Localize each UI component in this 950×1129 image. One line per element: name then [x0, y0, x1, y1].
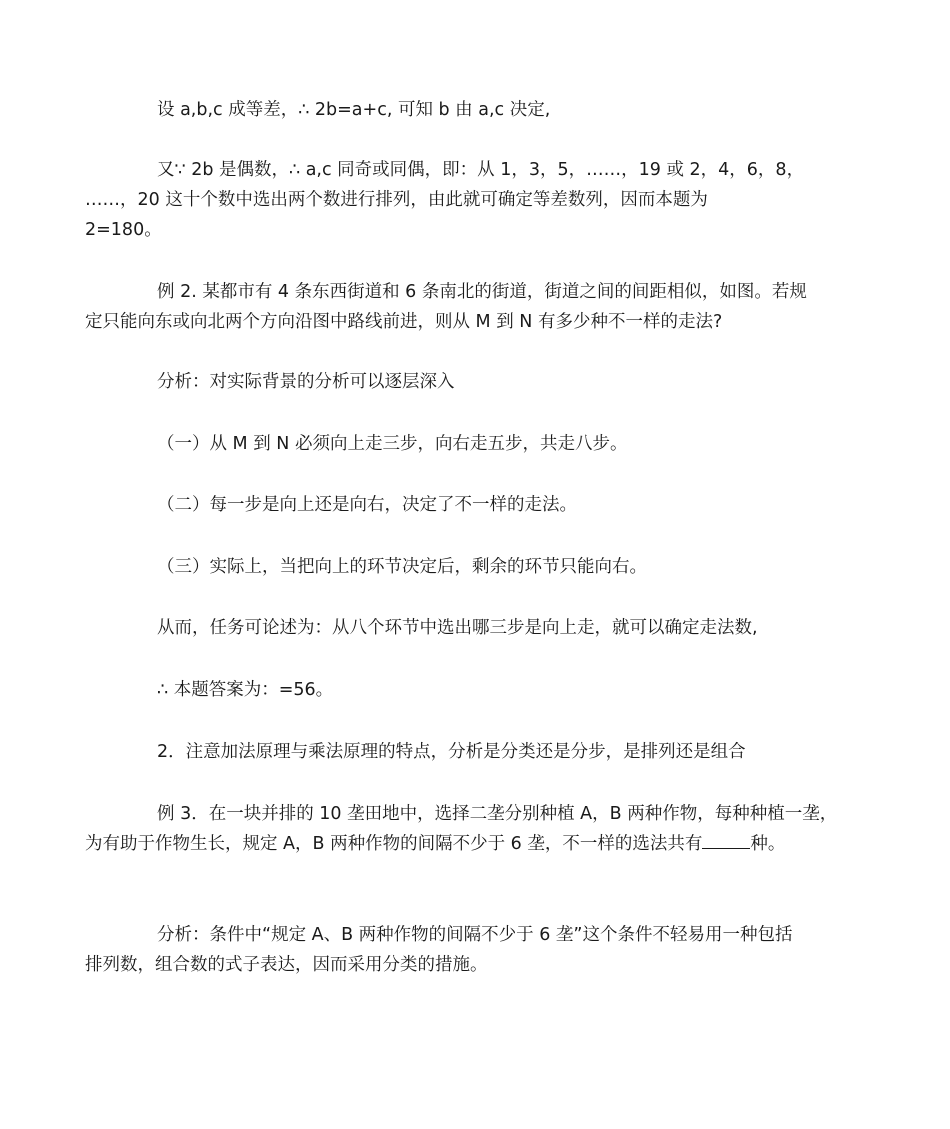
paragraph-line: （二）每一步是向上还是向右，决定了不一样的走法。: [157, 495, 577, 515]
paragraph-line: 定只能向东或向北两个方向沿图中路线前进，则从 M 到 N 有多少种不一样的走法?: [85, 312, 723, 332]
paragraph-line: 例 2. 某都市有 4 条东西街道和 6 条南北的街道，街道之间的间距相似，如图。若规: [157, 282, 807, 302]
analysis-step-3: [121, 552, 833, 582]
paragraph-line: 分析：对实际背景的分析可以逐层深入: [157, 372, 455, 392]
analysis-conclusion: [157, 613, 869, 643]
paragraph-line: [85, 829, 833, 859]
paragraph-line: 2．注意加法原理与乘法原理的特点，分析是分类还是分步，是排列还是组合: [157, 742, 746, 762]
answer-line: [121, 675, 833, 705]
example-3-analysis: [85, 920, 833, 980]
paragraph-line: 分析：条件中“规定 A、B 两种作物的间隔不少于 6 垄”这个条件不轻易用一种包括: [157, 925, 793, 945]
paragraph-line: 从而，任务可论述为：从八个环节中选出哪三步是向上走，就可以确定走法数,: [157, 618, 758, 638]
paragraph-line: 排列数，组合数的式子表达，因而采用分类的措施。: [85, 955, 488, 975]
paragraph-line: 设 a,b,c 成等差，∴ 2b=a+c, 可知 b 由 a,c 决定,: [157, 100, 551, 120]
analysis-step-2: [121, 490, 833, 520]
paragraph-line: ∴ 本题答案为：=56。: [157, 680, 334, 700]
paragraph-line: （三）实际上，当把向上的环节决定后，剩余的环节只能向右。: [157, 557, 647, 577]
paragraph-line: 例 3．在一块并排的 10 垄田地中，选择二垄分别种植 A，B 两种作物，每种种植一垄，: [157, 804, 838, 824]
analysis-step-1: [121, 429, 833, 459]
paragraph-line: 2=180。: [85, 220, 162, 240]
example-2-question: [85, 277, 833, 337]
example-3-question: [85, 799, 838, 859]
paragraph-line: （一）从 M 到 N 必须向上走三步，向右走五步，共走八步。: [157, 434, 628, 454]
example-3-text-before-blank: 为有助于作物生长，规定 A，B 两种作物的间隔不少于 6 垄，不一样的选法共有: [85, 834, 703, 854]
paragraph-1: [121, 95, 833, 125]
analysis-heading: [121, 367, 833, 397]
paragraph-line: ……，20 这十个数中选出两个数进行排列，由此就可确定等差数列，因而本题为: [85, 190, 708, 210]
section-point-2: [121, 737, 833, 767]
paragraph-2: [85, 155, 833, 245]
example-3-text-after-blank: 种。: [750, 834, 786, 854]
paragraph-line: 又∵ 2b 是偶数，∴ a,c 同奇或同偶，即：从 1，3，5，……，19 或 2，4，6，8，: [157, 160, 805, 180]
answer-blank: [702, 830, 750, 849]
